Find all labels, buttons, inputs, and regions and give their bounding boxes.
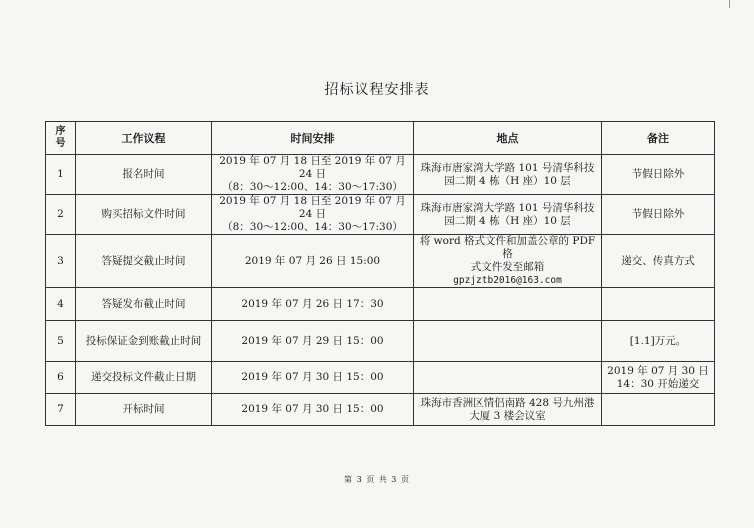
bidding-schedule-table <box>45 121 715 426</box>
header-time: 时间安排 <box>212 122 414 155</box>
cell-note <box>602 235 715 288</box>
cell-task: 递交投标文件截止日期 <box>76 362 212 394</box>
place-line: 式文件发至邮箱 <box>470 261 545 273</box>
cell-seq: 4 <box>46 288 76 321</box>
cell-note <box>602 288 715 321</box>
cell-task: 投标保证金到账截止时间 <box>76 321 212 362</box>
place-line: 珠海市唐家湾大学路 101 号清华科技 <box>420 201 595 214</box>
table-row <box>46 235 715 288</box>
table-row <box>46 394 715 426</box>
cell-time <box>212 321 414 362</box>
cell-task: 报名时间 <box>76 155 212 195</box>
time-line: （8：30～12:00、14：30～17:30） <box>222 181 403 193</box>
page-title: 招标议程安排表 <box>324 82 430 98</box>
cell-seq: 1 <box>46 155 76 195</box>
cell-note <box>602 362 715 394</box>
place-line: 园二期 4 栋（H 座）10 层 <box>444 214 571 227</box>
page-edge-mark <box>729 0 736 8</box>
cell-place <box>414 362 602 394</box>
cell-time <box>212 235 414 288</box>
note-line: 2019 年 07 月 30 日 <box>607 364 709 377</box>
table-row <box>46 288 715 321</box>
time-line: 2019 年 07 月 18 日至 2019 年 07 月 24 日 <box>219 155 406 180</box>
header-seq: 序号 <box>46 122 76 155</box>
time-line: 2019 年 07 月 26 日 15:00 <box>244 254 381 267</box>
note-line: 递交、传真方式 <box>621 254 695 267</box>
note-line: [1.1]万元。 <box>629 334 687 347</box>
email-address: gpzjztb2016@163.com <box>453 275 562 286</box>
page-footer: 第 3 页 共 3 页 <box>344 475 410 484</box>
header-task: 工作议程 <box>76 122 212 155</box>
time-line: 2019 年 07 月 26 日 17：30 <box>241 297 384 310</box>
cell-task: 答疑提交截止时间 <box>76 235 212 288</box>
time-line: 2019 年 07 月 29 日 15：00 <box>241 334 384 347</box>
cell-time <box>212 288 414 321</box>
time-line: 2019 年 07 月 30 日 15：00 <box>241 371 384 383</box>
cell-note <box>602 155 715 195</box>
table-row <box>46 362 715 394</box>
cell-note <box>602 394 715 426</box>
time-line: 2019 年 07 月 18 日至 2019 年 07 月 24 日 <box>219 195 406 220</box>
cell-place <box>414 321 602 362</box>
place-line: 大厦 3 楼会议室 <box>469 409 546 422</box>
header-place: 地点 <box>414 122 602 155</box>
table-row <box>46 321 715 362</box>
cell-task: 答疑发布截止时间 <box>76 288 212 321</box>
cell-task: 购买招标文件时间 <box>76 195 212 235</box>
table-header-row <box>46 122 715 155</box>
cell-note <box>602 195 715 235</box>
table-row <box>46 155 715 195</box>
cell-place <box>414 394 602 426</box>
cell-seq: 3 <box>46 235 76 288</box>
place-line: 珠海市香洲区情侣南路 428 号九州港 <box>420 396 595 409</box>
cell-seq: 2 <box>46 195 76 235</box>
time-line: （8：30～12:00、14：30～17:30） <box>222 221 403 233</box>
note-line: 节假日除外 <box>631 208 685 220</box>
cell-task: 开标时间 <box>76 394 212 426</box>
cell-time <box>212 394 414 426</box>
cell-seq: 7 <box>46 394 76 426</box>
cell-place <box>414 195 602 235</box>
cell-note <box>602 321 715 362</box>
table-row <box>46 195 715 235</box>
place-line: 将 word 格式文件和加盖公章的 PDF 格 <box>419 235 596 260</box>
note-line: 节假日除外 <box>631 168 685 180</box>
time-line: 2019 年 07 月 30 日 15：00 <box>241 403 384 415</box>
note-line: 14：30 开始递交 <box>616 377 700 390</box>
cell-place <box>414 155 602 195</box>
place-line: 珠海市唐家湾大学路 101 号清华科技 <box>420 161 595 174</box>
cell-time <box>212 362 414 394</box>
header-note: 备注 <box>602 122 715 155</box>
cell-time <box>212 195 414 235</box>
cell-seq: 5 <box>46 321 76 362</box>
cell-seq: 6 <box>46 362 76 394</box>
cell-place <box>414 235 602 288</box>
cell-time <box>212 155 414 195</box>
cell-place <box>414 288 602 321</box>
place-line: 园二期 4 栋（H 座）10 层 <box>444 174 571 187</box>
